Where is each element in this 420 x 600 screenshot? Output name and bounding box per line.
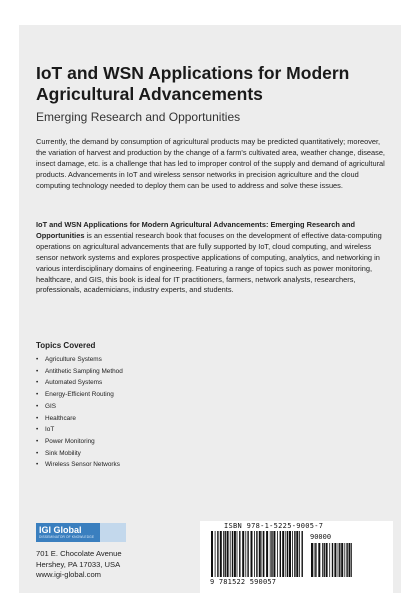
barcode-bar xyxy=(344,543,345,577)
barcode-bar xyxy=(227,531,229,577)
barcode-bar xyxy=(318,543,320,577)
isbn-barcode xyxy=(200,521,393,593)
book-title: IoT and WSN Applications for Modern Agricultural Advancements xyxy=(36,63,350,104)
barcode-bar xyxy=(262,531,263,577)
addon-barcode-bars xyxy=(310,543,354,577)
publisher-address xyxy=(36,549,122,581)
topic-item: • Antithetic Sampling Method xyxy=(36,366,123,378)
barcode-bar xyxy=(338,543,339,577)
barcode-bar xyxy=(289,531,291,577)
description-book-title: IoT and WSN Applications for Modern Agricultural Advancements: Emerging Research and Opportunities xyxy=(36,220,356,240)
barcode-bar xyxy=(263,531,264,577)
barcode-bar xyxy=(271,531,272,577)
barcode-bar xyxy=(280,531,281,577)
topic-item: • GIS xyxy=(36,401,123,413)
barcode-bar xyxy=(351,543,352,577)
barcode-bar xyxy=(314,543,315,577)
barcode-bar xyxy=(292,531,293,577)
logo-box xyxy=(36,523,100,542)
barcode-bar xyxy=(346,543,347,577)
barcode-bar xyxy=(254,531,255,577)
topic-item: • Automated Systems xyxy=(36,377,123,389)
barcode-bar xyxy=(234,531,236,577)
barcode-bar xyxy=(223,531,224,577)
topic-item: • Healthcare xyxy=(36,413,123,425)
barcode-bar xyxy=(315,543,316,577)
barcode-bar xyxy=(217,531,218,577)
barcode-bar xyxy=(341,543,343,577)
description-paragraph-2 xyxy=(36,220,386,296)
barcode-bar xyxy=(287,531,288,577)
logo-name: IGI Global xyxy=(39,525,82,535)
description-body: is an essential research book that focuses on the development of effective data-computing operations on agricultural advancements that are fully supported by IoT, cloud computing, and wireless sensor network systems and explores prospective applications of computing, analytics, and networking in various interdisciplinary domains of engineering. Featuring a range of topics such as power monitoring, healthcare, and GIS, this book is ideal for IT practitioners, farmers, network analysts, researchers, professionals, academicians, industry experts, and students. xyxy=(36,230,382,295)
topic-item: • Sink Mobility xyxy=(36,448,123,460)
topic-item: • Energy-Efficient Routing xyxy=(36,389,123,401)
barcode-bar xyxy=(245,531,246,577)
barcode-bar xyxy=(282,531,284,577)
barcode-bar xyxy=(273,531,275,577)
barcode-bar xyxy=(339,543,340,577)
barcode-bar xyxy=(259,531,261,577)
topic-item: • Agriculture Systems xyxy=(36,354,123,366)
barcode-bar xyxy=(322,543,323,577)
barcode-bar xyxy=(302,531,303,577)
barcode-bar xyxy=(285,531,286,577)
logo-extension xyxy=(100,523,126,542)
barcode-bar xyxy=(232,531,233,577)
barcode-bar xyxy=(349,543,351,577)
barcode-bar xyxy=(326,543,328,577)
topic-item: • Wireless Sensor Networks xyxy=(36,459,123,471)
barcode-bar xyxy=(256,531,257,577)
publisher-logo xyxy=(36,523,128,542)
barcode-bar xyxy=(329,543,330,577)
barcode-bar xyxy=(296,531,298,577)
barcode-bar xyxy=(299,531,300,577)
barcode-bar xyxy=(225,531,226,577)
barcode-bar xyxy=(211,531,213,577)
barcode-bar xyxy=(251,531,253,577)
logo-tagline: DISSEMINATOR OF KNOWLEDGE xyxy=(39,535,95,539)
topic-item: • IoT xyxy=(36,424,123,436)
topic-item: • Power Monitoring xyxy=(36,436,123,448)
topics-heading: Topics Covered xyxy=(36,341,96,350)
barcode-bar xyxy=(266,531,268,577)
barcode-bar xyxy=(294,531,295,577)
address-line-1: 701 E. Chocolate Avenue xyxy=(36,549,122,558)
barcode-bar xyxy=(237,531,238,577)
barcode-bar xyxy=(247,531,248,577)
barcode-bar xyxy=(332,543,333,577)
barcode-bar xyxy=(311,543,313,577)
barcode-bar xyxy=(324,543,325,577)
description-paragraph-1: Currently, the demand by consumption of agricultural products may be predicted quantitatively; moreover, the variation of harvest and production by the change of a farm's cultivated area, weather change, disease, insect damage, etc. is a challenge that has led to improper control of the supply and demand of agricultural products. Advancements in IoT and wireless sensor networks in precision agriculture and the cloud computing technology needed to deploy them can be used to address and solve these issues. xyxy=(36,137,385,190)
barcode-bar xyxy=(270,531,271,577)
barcode-bar xyxy=(215,531,216,577)
publisher-website: www.igi-global.com xyxy=(36,570,101,580)
barcode-bar xyxy=(220,531,222,577)
price-code-label: 90000 xyxy=(310,533,332,541)
barcode-bar xyxy=(277,531,278,577)
back-cover xyxy=(19,25,401,593)
address-line-2: Hershey, PA 17033, USA xyxy=(36,559,121,569)
barcode-bar xyxy=(239,531,240,577)
barcode-bar xyxy=(230,531,231,577)
barcode-bar xyxy=(242,531,244,577)
book-subtitle: Emerging Research and Opportunities xyxy=(36,110,241,124)
barcode-digits: 9 781522 590057 xyxy=(210,578,277,586)
barcode-bar xyxy=(334,543,336,577)
barcode-bars xyxy=(210,531,306,577)
isbn-label: ISBN 978-1-5225-9005-7 xyxy=(224,522,324,530)
topics-list xyxy=(36,354,123,471)
